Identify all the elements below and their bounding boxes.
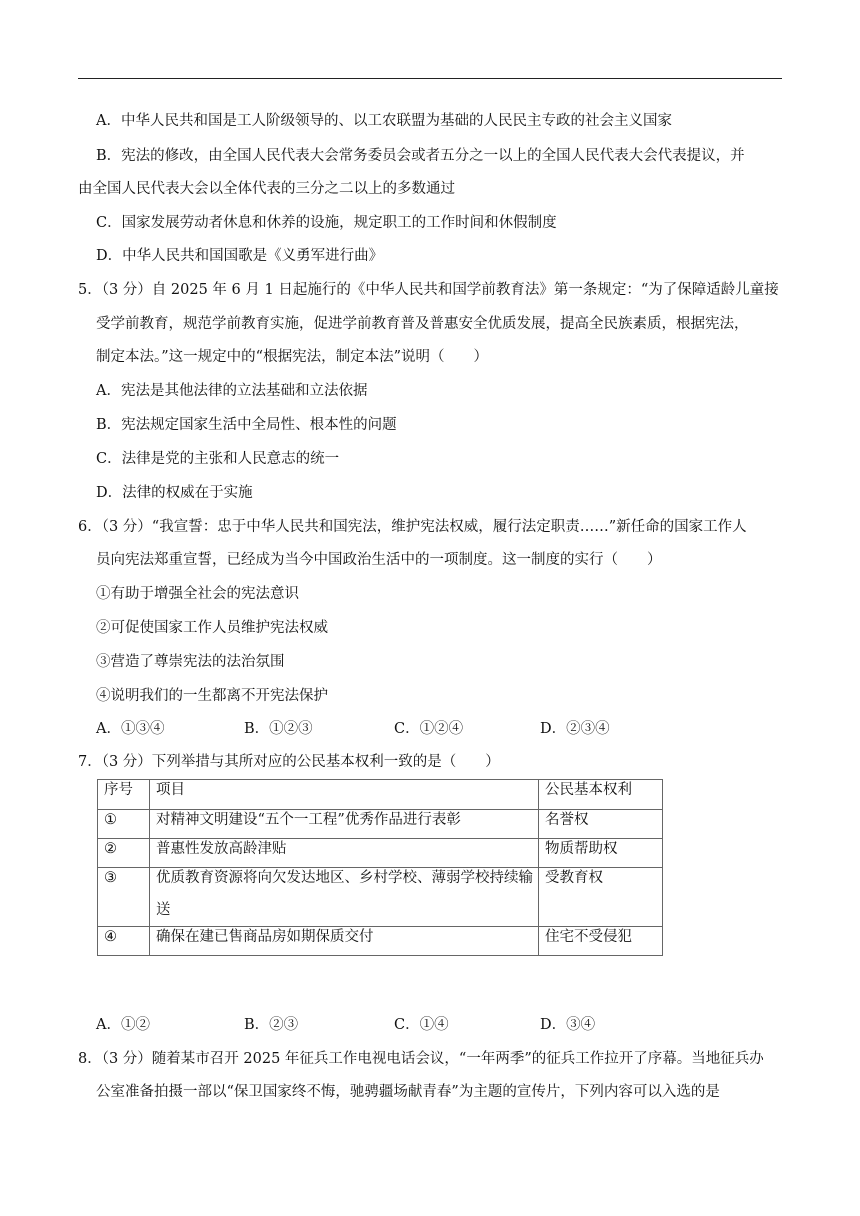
q6-statement-1: ①有助于增强全社会的宪法意识 [96, 586, 299, 602]
row-right: 名誉权 [539, 810, 663, 839]
q5-option-c[interactable]: C．法律是党的主张和人民意志的统一 [96, 451, 340, 467]
table-row [98, 927, 663, 956]
q6-statement-3: ③营造了尊崇宪法的法治氛围 [96, 654, 285, 670]
q7-option-a[interactable]: A．①② [96, 1017, 150, 1033]
table-row [98, 810, 663, 839]
q5-option-d[interactable]: D．法律的权威在于实施 [96, 485, 253, 501]
q4-option-d[interactable]: D．中华人民共和国国歌是《义勇军进行曲》 [96, 248, 384, 264]
q8-stem-line2: 公室准备拍摄一部以“保卫国家终不悔，驰骋疆场献青春”为主题的宣传片，下列内容可以入选的是 [96, 1084, 720, 1100]
q6-statement-4: ④说明我们的一生都离不开宪法保护 [96, 688, 328, 704]
q4-option-b-line2: 由全国人民代表大会以全体代表的三分之二以上的多数通过 [78, 181, 455, 197]
q6-stem-line1: 6．（3 分）“我宣誓：忠于中华人民共和国宪法，维护宪法权威，履行法定职责……”新任命的国家工作人 [78, 519, 747, 535]
header-no: 序号 [98, 780, 150, 810]
header-item: 项目 [150, 780, 539, 810]
q7-option-b[interactable]: B．②③ [244, 1017, 299, 1033]
q6-option-b[interactable]: B．①②③ [244, 721, 313, 737]
q6-stem-line2: 员向宪法郑重宣誓，已经成为当今中国政治生活中的一项制度。这一制度的实行（ ） [96, 552, 662, 568]
q4-option-a[interactable]: A．中华人民共和国是工人阶级领导的、以工农联盟为基础的人民民主专政的社会主义国家 [96, 113, 672, 129]
q6-option-a[interactable]: A．①③④ [96, 721, 165, 737]
q7-stem: 7．（3 分）下列举措与其所对应的公民基本权利一致的是（ ） [78, 754, 500, 770]
q7-option-d[interactable]: D．③④ [540, 1017, 596, 1033]
q4-option-c[interactable]: C．国家发展劳动者休息和休养的设施，规定职工的工作时间和休假制度 [96, 215, 557, 231]
table-header-row [98, 780, 663, 810]
row-no: ② [98, 839, 150, 868]
header-rule [78, 78, 782, 79]
q5-stem-line3: 制定本法。”这一规定中的“根据宪法，制定本法”说明（ ） [96, 349, 488, 365]
header-right: 公民基本权利 [539, 780, 663, 810]
q5-option-b[interactable]: B．宪法规定国家生活中全局性、根本性的问题 [96, 417, 397, 433]
row-right: 住宅不受侵犯 [539, 927, 663, 956]
row-right: 物质帮助权 [539, 839, 663, 868]
q6-option-c[interactable]: C．①②④ [394, 721, 464, 737]
q6-option-d[interactable]: D．②③④ [540, 721, 610, 737]
row-item: 普惠性发放高龄津贴 [150, 839, 539, 868]
row-no: ① [98, 810, 150, 839]
q5-option-a[interactable]: A．宪法是其他法律的立法基础和立法依据 [96, 383, 368, 399]
q8-stem-line1: 8．（3 分）随着某市召开 2025 年征兵工作电视电话会议，“一年两季”的征兵工作拉开了序幕。当地征兵办 [78, 1051, 764, 1067]
q7-option-c[interactable]: C．①④ [394, 1017, 449, 1033]
q7-rights-table [97, 779, 663, 956]
q6-statement-2: ②可促使国家工作人员维护宪法权威 [96, 620, 328, 636]
q4-option-b-line1[interactable]: B．宪法的修改，由全国人民代表大会常务委员会或者五分之一以上的全国人民代表大会代表提议，并 [96, 148, 745, 164]
row-no: ③ [98, 868, 150, 927]
table-row [98, 868, 663, 927]
row-item: 确保在建已售商品房如期保质交付 [150, 927, 539, 956]
row-item: 对精神文明建设“五个一工程”优秀作品进行表彰 [150, 810, 539, 839]
row-no: ④ [98, 927, 150, 956]
row-item-text: 优质教育资源将向欠发达地区、乡村学校、薄弱学校持续输送 [156, 870, 533, 918]
row-item [150, 868, 539, 927]
row-right: 受教育权 [539, 868, 663, 927]
q5-stem-line2: 受学前教育，规范学前教育实施，促进学前教育普及普惠安全优质发展，提高全民族素质，根据宪法， [96, 316, 749, 332]
q5-stem-line1: 5．（3 分）自 2025 年 6 月 1 日起施行的《中华人民共和国学前教育法》第一条规定：“为了保障适龄儿童接 [78, 282, 779, 298]
